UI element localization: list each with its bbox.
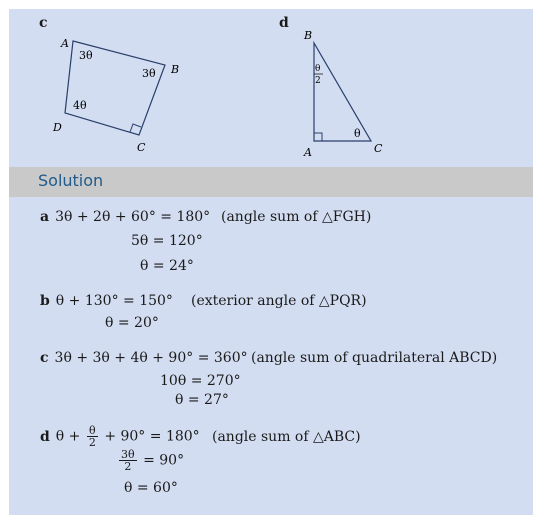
solution-c-line-2: 10θ = 270° bbox=[160, 373, 241, 389]
angle-b-denominator: 2 bbox=[315, 76, 321, 86]
figure-d-label: d bbox=[279, 15, 289, 31]
solution-a-note: (angle sum of △FGH) bbox=[221, 209, 372, 225]
vertex-b-label: B bbox=[304, 29, 313, 42]
solution-a-line-1 bbox=[40, 209, 210, 225]
angle-c-label: θ bbox=[354, 127, 361, 140]
solution-a-line-2: 5θ = 120° bbox=[131, 233, 203, 249]
solution-a-line-3: θ = 24° bbox=[140, 258, 194, 274]
solution-d-line-1 bbox=[40, 425, 200, 448]
solution-title: Solution bbox=[38, 171, 104, 190]
solution-a-tag: a bbox=[40, 209, 50, 225]
solution-d-note: (angle sum of △ABC) bbox=[212, 429, 361, 445]
vertex-b-label: B bbox=[171, 63, 180, 76]
solution-c-tag: c bbox=[40, 350, 49, 366]
equation-text: 3θ + 3θ + 4θ + 90° = 360° bbox=[54, 350, 248, 366]
solution-c-line-3: θ = 27° bbox=[175, 392, 229, 408]
equation-text: θ + bbox=[55, 428, 81, 445]
angle-d-label: 4θ bbox=[73, 99, 87, 112]
right-angle-mark-a bbox=[314, 133, 322, 141]
right-angle-mark-c bbox=[130, 124, 141, 132]
triangle-shape bbox=[314, 43, 371, 141]
figure-c-label: c bbox=[39, 15, 48, 31]
figure-d-triangle bbox=[294, 25, 404, 165]
solution-header bbox=[9, 167, 533, 197]
fraction-3theta-over-2: $\frac{3\theta}{2}$ bbox=[121, 448, 135, 473]
solution-c-line-1 bbox=[40, 350, 248, 366]
figure-c-quadrilateral bbox=[49, 25, 199, 165]
angle-b-label: 3θ bbox=[142, 67, 156, 80]
vertex-d-label: D bbox=[53, 121, 62, 134]
exercise-panel bbox=[9, 9, 533, 515]
solution-d-tag: d bbox=[40, 428, 50, 445]
solution-b-note: (exterior angle of △PQR) bbox=[191, 293, 367, 309]
solution-d-line-2 bbox=[117, 449, 184, 472]
solution-d-line-3: θ = 60° bbox=[124, 480, 178, 496]
equation-text: θ + 130° = 150° bbox=[55, 293, 173, 309]
vertex-c-label: C bbox=[137, 141, 146, 154]
vertex-a-label: A bbox=[61, 37, 69, 50]
vertex-c-label: C bbox=[374, 142, 383, 155]
equation-text: = 90° bbox=[143, 452, 185, 469]
solution-b-line-2: θ = 20° bbox=[105, 315, 159, 331]
solution-c-note: (angle sum of quadrilateral ABCD) bbox=[251, 350, 498, 366]
fraction-theta-over-2: $\frac{\theta}{2}$ bbox=[88, 424, 96, 449]
angle-b-numerator: θ bbox=[315, 64, 321, 74]
solution-b-line-1 bbox=[40, 293, 173, 309]
equation-text: 3θ + 2θ + 60° = 180° bbox=[55, 209, 211, 225]
solution-b-tag: b bbox=[40, 293, 50, 309]
angle-a-label: 3θ bbox=[79, 49, 93, 62]
vertex-a-label: A bbox=[304, 146, 312, 159]
equation-text: + 90° = 180° bbox=[104, 428, 200, 445]
